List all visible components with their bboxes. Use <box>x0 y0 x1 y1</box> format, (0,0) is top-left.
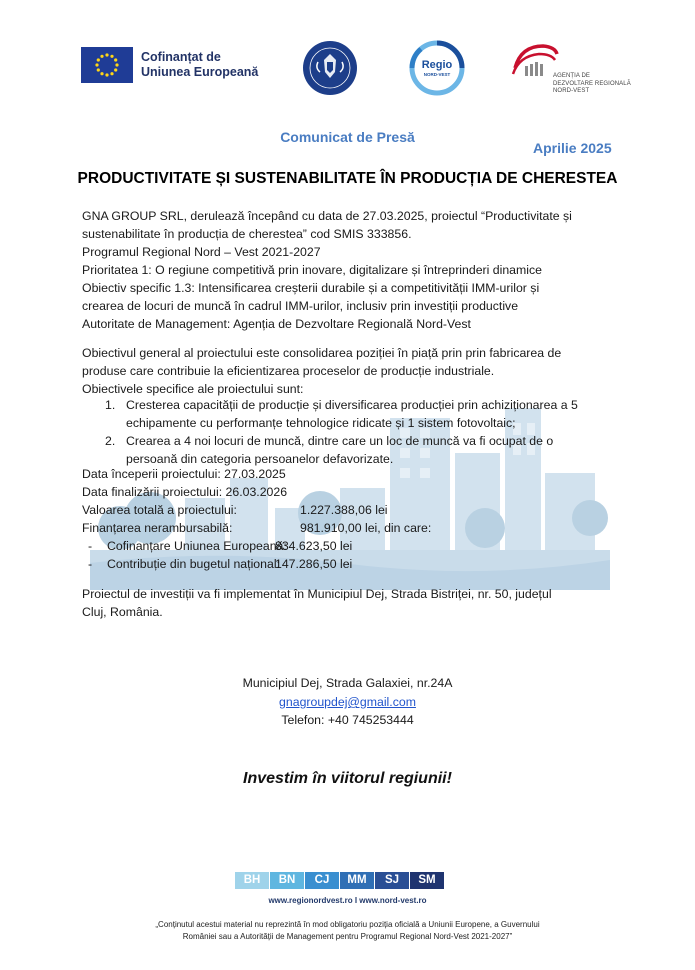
eu-cofinancing-amount: 834.623,50 lei <box>275 539 353 553</box>
list-item <box>105 396 610 432</box>
county-badge-sm: SM <box>410 872 444 889</box>
list-item <box>105 432 610 468</box>
start-date: Data începerii proiectului: 27.03.2025 <box>82 467 286 481</box>
list-item-line: Cresterea capacității de producție și diversificarea producției prin achiziționarea a 5 <box>126 398 578 412</box>
eu-cofinancing-row <box>82 537 607 555</box>
contact-email-link[interactable]: gnagroupdej@gmail.com <box>279 695 416 709</box>
national-budget-amount: 147.286,50 lei <box>275 557 353 571</box>
county-badge-bn: BN <box>270 872 304 889</box>
eu-text-line-2: Uniunea Europeană <box>141 65 259 79</box>
adr-text-line-2: DEZVOLTARE REGIONALĂ <box>553 80 631 87</box>
contact-phone: Telefon: +40 745253444 <box>281 713 414 727</box>
national-budget-row <box>82 555 607 573</box>
program-name: Programul Regional Nord – Vest 2021-2027 <box>82 245 321 259</box>
intro-line: GNA GROUP SRL, derulează începând cu data de 27.03.2025, proiectul “Productivitate și <box>82 209 572 223</box>
county-strip <box>235 872 445 889</box>
county-badge-mm: MM <box>340 872 374 889</box>
list-item-line: persoană din categoria persoanelor defavorizate. <box>126 452 394 466</box>
government-seal-logo <box>302 40 358 96</box>
grant-row <box>82 519 607 537</box>
adr-logo-text <box>553 73 631 96</box>
specific-objective-line: Obiectiv specific 1.3: Intensificarea creșterii durabile și a competitivității IMM-urilor și <box>82 281 540 295</box>
grant-label: Finanțarea nerambursabilă: <box>82 521 233 535</box>
total-value-label: Valoarea totală a proiectului: <box>82 503 237 517</box>
national-budget-label: Contribuție din bugetul național: <box>107 557 280 571</box>
project-intro <box>82 207 607 333</box>
specific-objective-line: crearea de locuri de muncă în cadrul IMM-urilor, inclusiv prin investiții productive <box>82 299 519 313</box>
general-objective <box>82 344 607 398</box>
eu-text-line-1: Cofinanțat de <box>141 50 221 64</box>
specific-objectives-heading: Obiectivele specifice ale proiectului sunt: <box>82 382 304 396</box>
project-details <box>82 465 607 573</box>
county-badge-cj: CJ <box>305 872 339 889</box>
regio-logo <box>409 40 465 96</box>
priority-line: Prioritatea 1: O regiune competitivă prin inovare, digitalizare și întreprinderi dinamice <box>82 263 542 277</box>
general-objective-line: produse care contribuie la eficientizarea proceselor de producție industriale. <box>82 364 495 378</box>
contact-address: Municipiul Dej, Strada Galaxiei, nr.24A <box>242 676 453 690</box>
list-item-number: 2. <box>105 434 116 448</box>
county-badge-sj: SJ <box>375 872 409 889</box>
eu-cofinancing-label: Cofinanțare Uniunea Europeană: <box>107 539 287 553</box>
press-release-date: Aprilie 2025 <box>533 140 612 156</box>
list-item-number: 1. <box>105 398 116 412</box>
eu-stars-icon <box>81 47 133 83</box>
total-value-amount: 1.227.388,06 lei <box>300 503 388 517</box>
list-item-line: echipamente cu performanțe tehnologice ridicate și 1 sistem fotovoltaic; <box>126 416 516 430</box>
end-date: Data finalizării proiectului: 26.03.2026 <box>82 485 288 499</box>
press-release-title: Comunicat de Presă <box>280 129 415 145</box>
specific-objectives-list <box>105 396 610 468</box>
managing-authority-line: Autoritate de Management: Agenția de Dezvoltare Regională Nord-Vest <box>82 317 471 331</box>
disclaimer-line: României sau a Autorității de Management pentru Programul Regional Nord-Vest 2021-2027” <box>182 932 513 941</box>
adr-text-line-1: AGENȚIA DE <box>553 73 591 79</box>
intro-line: sustenabilitate în producția de cherestea” cod SMIS 333856. <box>82 227 412 241</box>
implementation-line: Cluj, România. <box>82 605 163 619</box>
adr-text-line-3: NORD-VEST <box>553 88 590 94</box>
bullet-dash: - <box>88 557 93 571</box>
eu-cofinance-text <box>141 50 258 80</box>
footer-websites[interactable]: www.regionordvest.ro I www.nord-vest.ro <box>268 896 427 905</box>
implementation-location <box>82 585 607 621</box>
romania-coat-of-arms-icon <box>302 40 358 96</box>
bullet-dash: - <box>88 539 93 553</box>
slogan: Investim în viitorul regiunii! <box>243 770 452 787</box>
general-objective-line: Obiectivul general al proiectului este consolidarea poziției în piață prin prin fabricarea de <box>82 346 562 360</box>
eu-flag-logo <box>81 47 133 83</box>
project-headline: PRODUCTIVITATE ȘI SUSTENABILITATE ÎN PRODUCȚIA DE CHERESTEA <box>77 170 618 187</box>
grant-amount: 981.910,00 lei, din care: <box>300 521 432 535</box>
implementation-line: Proiectul de investiții va fi implementat în Municipiul Dej, Strada Bistriței, nr. 50, județul <box>82 587 552 601</box>
regio-logo-text: Regio <box>421 59 453 71</box>
regio-logo-subtext: NORD-VEST <box>423 72 451 77</box>
county-badge-bh: BH <box>235 872 269 889</box>
total-value-row <box>82 501 607 519</box>
footer-disclaimer <box>100 919 595 943</box>
disclaimer-line: „Conținutul acestui material nu reprezintă în mod obligatoriu poziția oficială a Uniunii Europene, a Guvernului <box>155 920 540 929</box>
list-item-line: Crearea a 4 noi locuri de muncă, dintre care un loc de muncă va fi ocupat de o <box>126 434 554 448</box>
